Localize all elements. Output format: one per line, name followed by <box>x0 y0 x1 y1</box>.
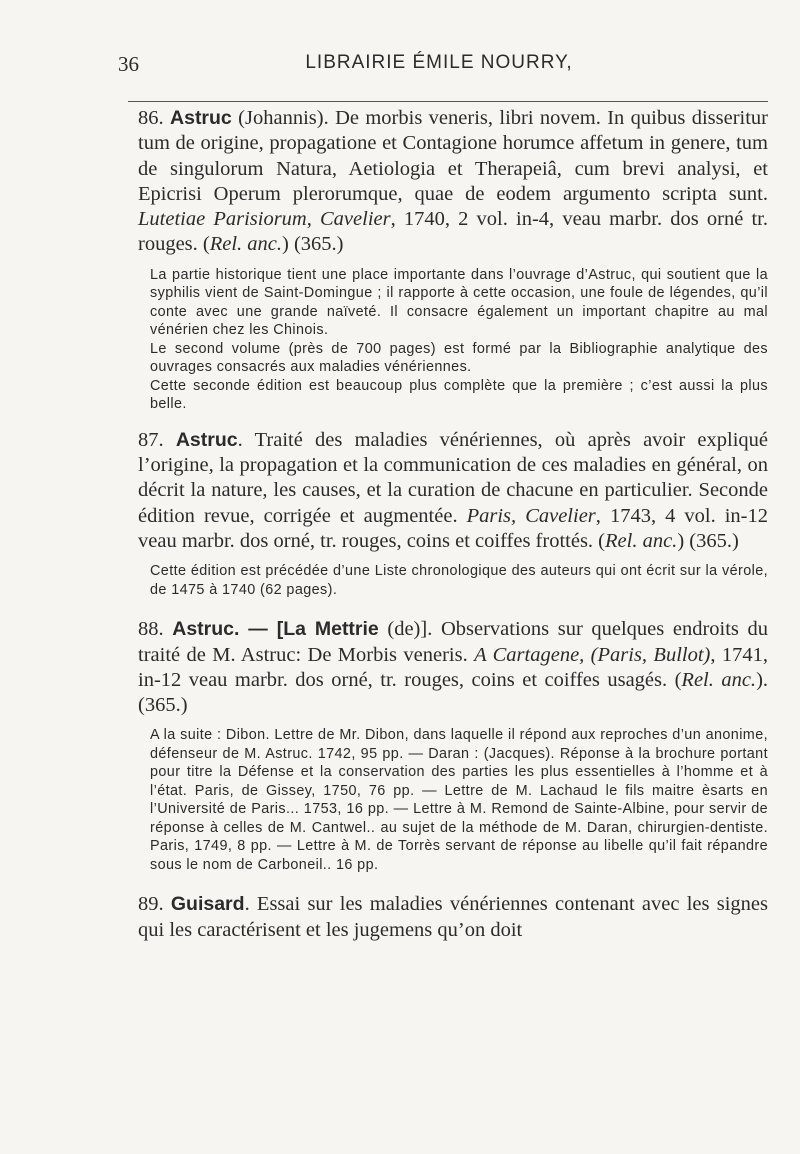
entry-number: 89. <box>138 893 164 916</box>
catalog-entry-86 <box>138 106 768 414</box>
entry-collation: , 1743, 4 vol. in-12 veau marbr. dos orné, tr. rouges, coins et coiffes frottés. ( <box>138 504 769 552</box>
entry-price: ). (365.) <box>138 668 769 717</box>
entry-note: Cette édition est précédée d’une Liste chronologique des auteurs qui ont écrit sur la vérole, de 1475 à 1740 (62 pages). <box>150 563 768 598</box>
entry-price: ) (365.) <box>677 529 739 552</box>
entry-binding: Rel. anc. <box>605 529 678 552</box>
entry-author: Astruc <box>170 107 232 129</box>
entry-binding: Rel. anc. <box>681 668 757 691</box>
catalog-entries <box>138 106 768 943</box>
entry-description <box>138 892 768 943</box>
catalog-entry-89 <box>138 892 768 943</box>
entry-title: (de)]. Observations sur quelques endroits du traité de M. Astruc: De Morbis veneris. <box>138 618 768 666</box>
entry-note: Le second volume (près de 700 pages) est formé par la Bibliographie analytique des ouvrages consacrés aux maladies vénériennes. <box>150 340 768 376</box>
entry-description <box>138 617 768 718</box>
catalog-entry-88 <box>138 617 768 874</box>
entry-title: . Traité des maladies vénériennes, où après avoir expliqué l’origine, la propagation et la communication de ces maladies en général, on décrit la nature, les causes, et la curation de chacune en particulier. Seconde édition revue, corrigée et augmentée. <box>138 428 768 527</box>
entry-note: Cette seconde édition est beaucoup plus complète que la première ; c’est aussi la plus belle. <box>150 377 768 413</box>
entry-note: A la suite : Dibon. Lettre de Mr. Dibon, dans laquelle il répond aux reproches d’un anonime, défenseur de M. Astruc. 1742, 95 pp. — Daran : (Jacques). Réponse à la brochure portant pour titre la Défense et la conservation des parties les plus essentielles à l’homme et à l’état. Paris, de Gissey, 1750, 76 pp. — Lettre de M. Lachaud le fils maitre èsarts en l’Université de Paris... 1753, 16 pp. — Lettre à M. Remond de Sainte-Albine, pour servir de réponse à celles de M. Cantwel.. au sujet de la méthode de M. Daran, chirurgien-dentiste. Paris, 1749, 8 pp. — Lettre à M. de Torrès servant de réponse au libelle qu’il fait répandre sous le nom de Carboneil.. 16 pp. <box>150 727 768 873</box>
entry-price: ) (365.) <box>282 233 344 256</box>
entry-number: 88. <box>138 618 164 641</box>
entry-imprint: Lutetiae Parisiorum, Cavelier <box>138 208 391 231</box>
entry-title: (Johannis). De morbis veneris, libri novem. In quibus disseritur tum de origine, propagatione et Contagione horumce affetum in genere, tum de singulorum Natura, Aetiologia et Therapeiâ, cum brevi analysi, et Epicrisi Operum plerorumque, quae de eodem argumento scripta sunt. <box>138 107 769 205</box>
entry-number: 87. <box>138 428 164 451</box>
header-rule <box>128 101 768 102</box>
entry-author: Astruc. — [La Mettrie <box>172 618 379 641</box>
entry-description <box>138 106 768 258</box>
entry-author: Guisard <box>170 893 245 916</box>
entry-imprint: Paris, Cavelier <box>466 504 596 527</box>
entry-note: La partie historique tient une place importante dans l’ouvrage d’Astruc, qui soutient que la syphilis vient de Saint-Domingue ; il rapporte à cette occasion, une foule de légendes, qu’il conte avec une grande naïveté. Il consacre également un important chapitre au mal vénérien chez les Chinois. <box>150 266 768 339</box>
entry-author: Astruc <box>175 428 238 451</box>
entry-title: . Essai sur les maladies vénériennes contenant avec les signes qui les caractérisent et les jugemens qu’on doit <box>138 893 768 941</box>
entry-collation: , 1741, in-12 veau marbr. dos orné, tr. rouges, coins et coiffes usagés. ( <box>138 643 768 691</box>
entry-description <box>138 428 768 554</box>
page-header <box>118 52 760 82</box>
entry-binding: Rel. anc. <box>209 233 283 256</box>
entry-number: 86. <box>138 107 164 129</box>
entry-imprint: A Cartagene, (Paris, Bullot) <box>474 643 711 666</box>
page-number: 36 <box>118 52 139 76</box>
catalog-entry-87 <box>138 428 768 599</box>
running-title: LIBRAIRIE ÉMILE NOURRY, <box>305 52 573 73</box>
entry-collation: , 1740, 2 vol. in-4, veau marbr. dos orné tr. rouges. ( <box>138 208 768 256</box>
